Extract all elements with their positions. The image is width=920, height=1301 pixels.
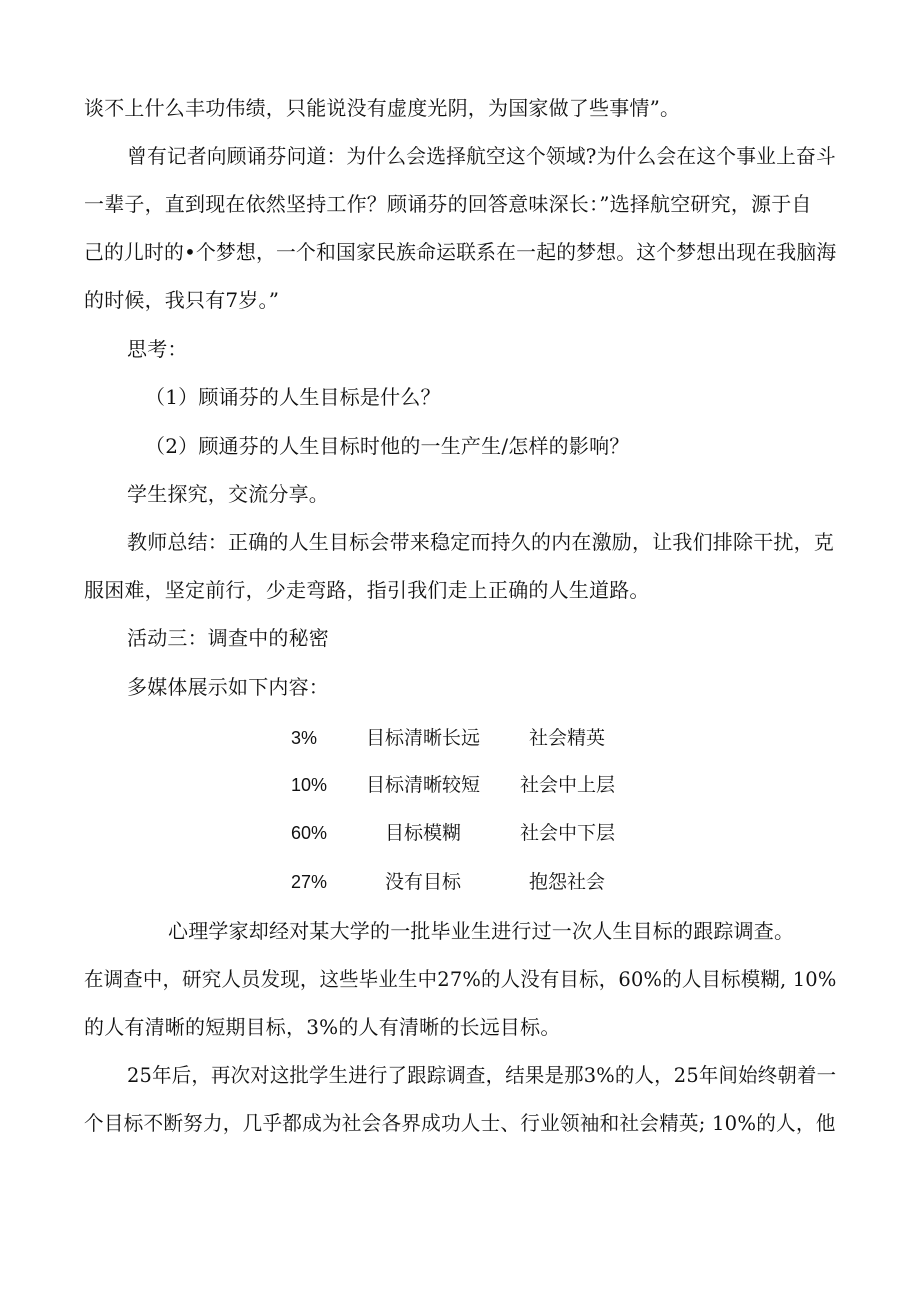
outcome-cell: 社会精英 [529,727,606,749]
teacher-summary-line: 教师总结：正确的人生目标会带来稳定而持久的内在激励，让我们排除干扰，克 [127,530,834,554]
outcome-cell: 抱怨社会 [529,871,606,893]
paragraph-line: 曾有记者向顾诵芬问道：为什么会选择航空这个领域?为什么会在这个事业上奋斗 [127,144,836,168]
paragraph-line: 己的儿时的•个梦想，一个和国家民族命运联系在一起的梦想。这个梦想出现在我脑海 [84,240,837,264]
goal-cell: 目标模糊 [385,822,462,844]
outcome-cell: 社会中上层 [520,774,616,796]
result-paragraph-line: 个目标不断努力，几乎都成为社会各界成功人士、行业领袖和社会精英; 10%的人，他 [84,1111,836,1135]
outcome-cell: 社会中下层 [520,822,616,844]
percent-cell: 60% [291,823,328,843]
teacher-summary-line: 服困难，坚定前行，少走弯路，指引我们走上正确的人生道路。 [84,578,650,602]
student-activity: 学生探究，交流分享。 [127,482,329,506]
activity-heading: 活动三：调查中的秘密 [127,626,329,650]
question-1: （1）顾诵芬的人生目标是什么？ [145,385,441,409]
survey-paragraph-line: 心理学家却经对某大学的一批毕业生进行过一次人生目标的跟踪调查。 [168,919,795,943]
media-intro: 多媒体展示如下内容： [127,675,329,699]
paragraph-line: 的时候，我只有7岁。” [84,288,280,312]
goal-cell: 目标清晰长远 [366,727,481,749]
percent-cell: 3% [291,728,318,748]
question-2: （2）顾通芬的人生目标时他的一生产生/怎样的影响？ [145,434,630,458]
goal-cell: 没有目标 [385,871,462,893]
survey-paragraph-line: 在调查中，研究人员发现，这些毕业生中27%的人没有目标，60%的人目标模糊, 10% [84,967,837,991]
goal-cell: 目标清晰较短 [366,774,481,796]
percent-cell: 27% [291,872,328,892]
result-paragraph-line: 25年后，再次对这批学生进行了跟踪调查，结果是那3%的人，25年间始终朝着一 [127,1063,837,1087]
percent-cell: 10% [291,775,328,795]
paragraph-line: 一辈子，直到现在依然坚持工作？顾诵芬的回答意味深长：”选择航空研究，源于自 [84,192,812,216]
paragraph-line: 谈不上什么丰功伟绩，只能说没有虚度光阴，为国家做了些事情”。 [84,96,681,120]
think-heading: 思考： [127,337,188,361]
survey-paragraph-line: 的人有清晰的短期目标，3%的人有清晰的长远目标。 [84,1015,561,1039]
